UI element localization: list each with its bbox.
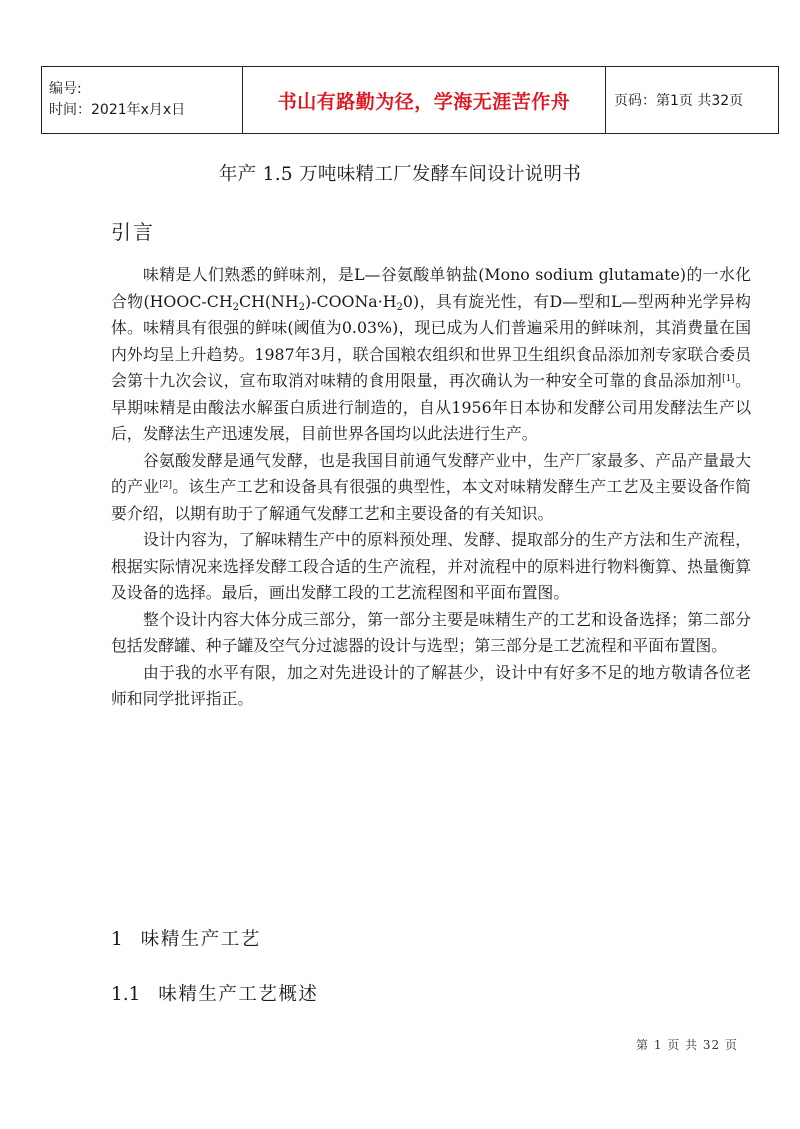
section-1-1-heading [111, 980, 318, 1006]
section-1-number: 1 [111, 929, 123, 950]
p1-subscript: 2 [396, 301, 403, 313]
section-1-1-number: 1.1 [111, 984, 141, 1005]
p1-text-c: )-COONa·H [305, 291, 397, 311]
header-table [41, 66, 779, 134]
citation-ref-2: [2] [159, 480, 172, 490]
p1-text-e: 。早期味精是由酸法水解蛋白质进行制造的，自从1956年日本协和发酵公司用发酵法生产以后，发酵法生产迅速发展，目前世界各国均以此法进行生产。 [111, 371, 751, 443]
header-motto: 书山有路勤为径，学海无涯苦作舟 [243, 67, 606, 134]
citation-ref-1: [1] [722, 374, 735, 384]
intro-heading: 引言 [111, 220, 155, 244]
section-1-1-title: 味精生产工艺概述 [158, 984, 319, 1005]
document-number-label: 编号: [49, 81, 82, 97]
p1-text-a: 味精是人们熟悉的鲜味剂，是L—谷氨酸单钠盐(Mono sodium glutamate)的一水化合物(HOOC-CH [111, 265, 751, 311]
intro-body [111, 262, 751, 713]
paragraph-5: 由于我的水平有限，加之对先进设计的了解甚少，设计中有好多不足的地方敬请各位老师和同学批评指正。 [111, 662, 751, 708]
header-page-label: 页码：第1页 共32页 [606, 67, 779, 134]
paragraph-4: 整个设计内容大体分成三部分，第一部分主要是味精生产的工艺和设备选择；第二部分包括发酵罐、种子罐及空气分过滤器的设计与选型；第三部分是工艺流程和平面布置图。 [111, 609, 751, 655]
section-1-title: 味精生产工艺 [140, 929, 261, 950]
p1-subscript: 2 [232, 301, 239, 313]
page-footer: 第 1 页 共 32 页 [636, 1038, 738, 1052]
header-meta-cell [42, 67, 243, 134]
paragraph-2 [111, 448, 751, 528]
document-title: 年产 1.5 万吨味精工厂发酵车间设计说明书 [218, 164, 582, 185]
section-1-heading [111, 925, 261, 951]
p1-text-d: 0)，具有旋光性，有D—型和L—型两种光学异构体。味精具有很强的鲜味(阈值为0.03%)，现已成为人们普遍采用的鲜味剂，其消费量在国内外均呈上升趋势。1987年3月，联合国粮农组织和世界卫生组织食品添加剂专家联合委员会第十九次会议，宣布取消对味精的食用限量，再次确认为一种安全可靠的食品添加剂 [111, 291, 751, 390]
p2-text-b: 。该生产工艺和设备具有很强的典型性，本文对味精发酵生产工艺及主要设备作简要介绍，以期有助于了解通气发酵工艺和主要设备的有关知识。 [111, 477, 751, 523]
paragraph-3: 设计内容为，了解味精生产中的原料预处理、发酵、提取部分的生产方法和生产流程，根据实际情况来选择发酵工段合适的生产流程，并对流程中的原料进行物料衡算、热量衡算及设备的选择。最后，画出发酵工段的工艺流程图和平面布置图。 [111, 530, 751, 602]
p1-subscript: 2 [298, 301, 305, 313]
p1-text-b: CH(NH [239, 291, 299, 311]
p2-text-a: 谷氨酸发酵是通气发酵，也是我国目前通气发酵产业中，生产厂家最多、产品产量最大的产业 [111, 450, 751, 496]
document-time-label: 时间：2021年x月x日 [49, 102, 186, 118]
paragraph-1 [111, 262, 751, 448]
